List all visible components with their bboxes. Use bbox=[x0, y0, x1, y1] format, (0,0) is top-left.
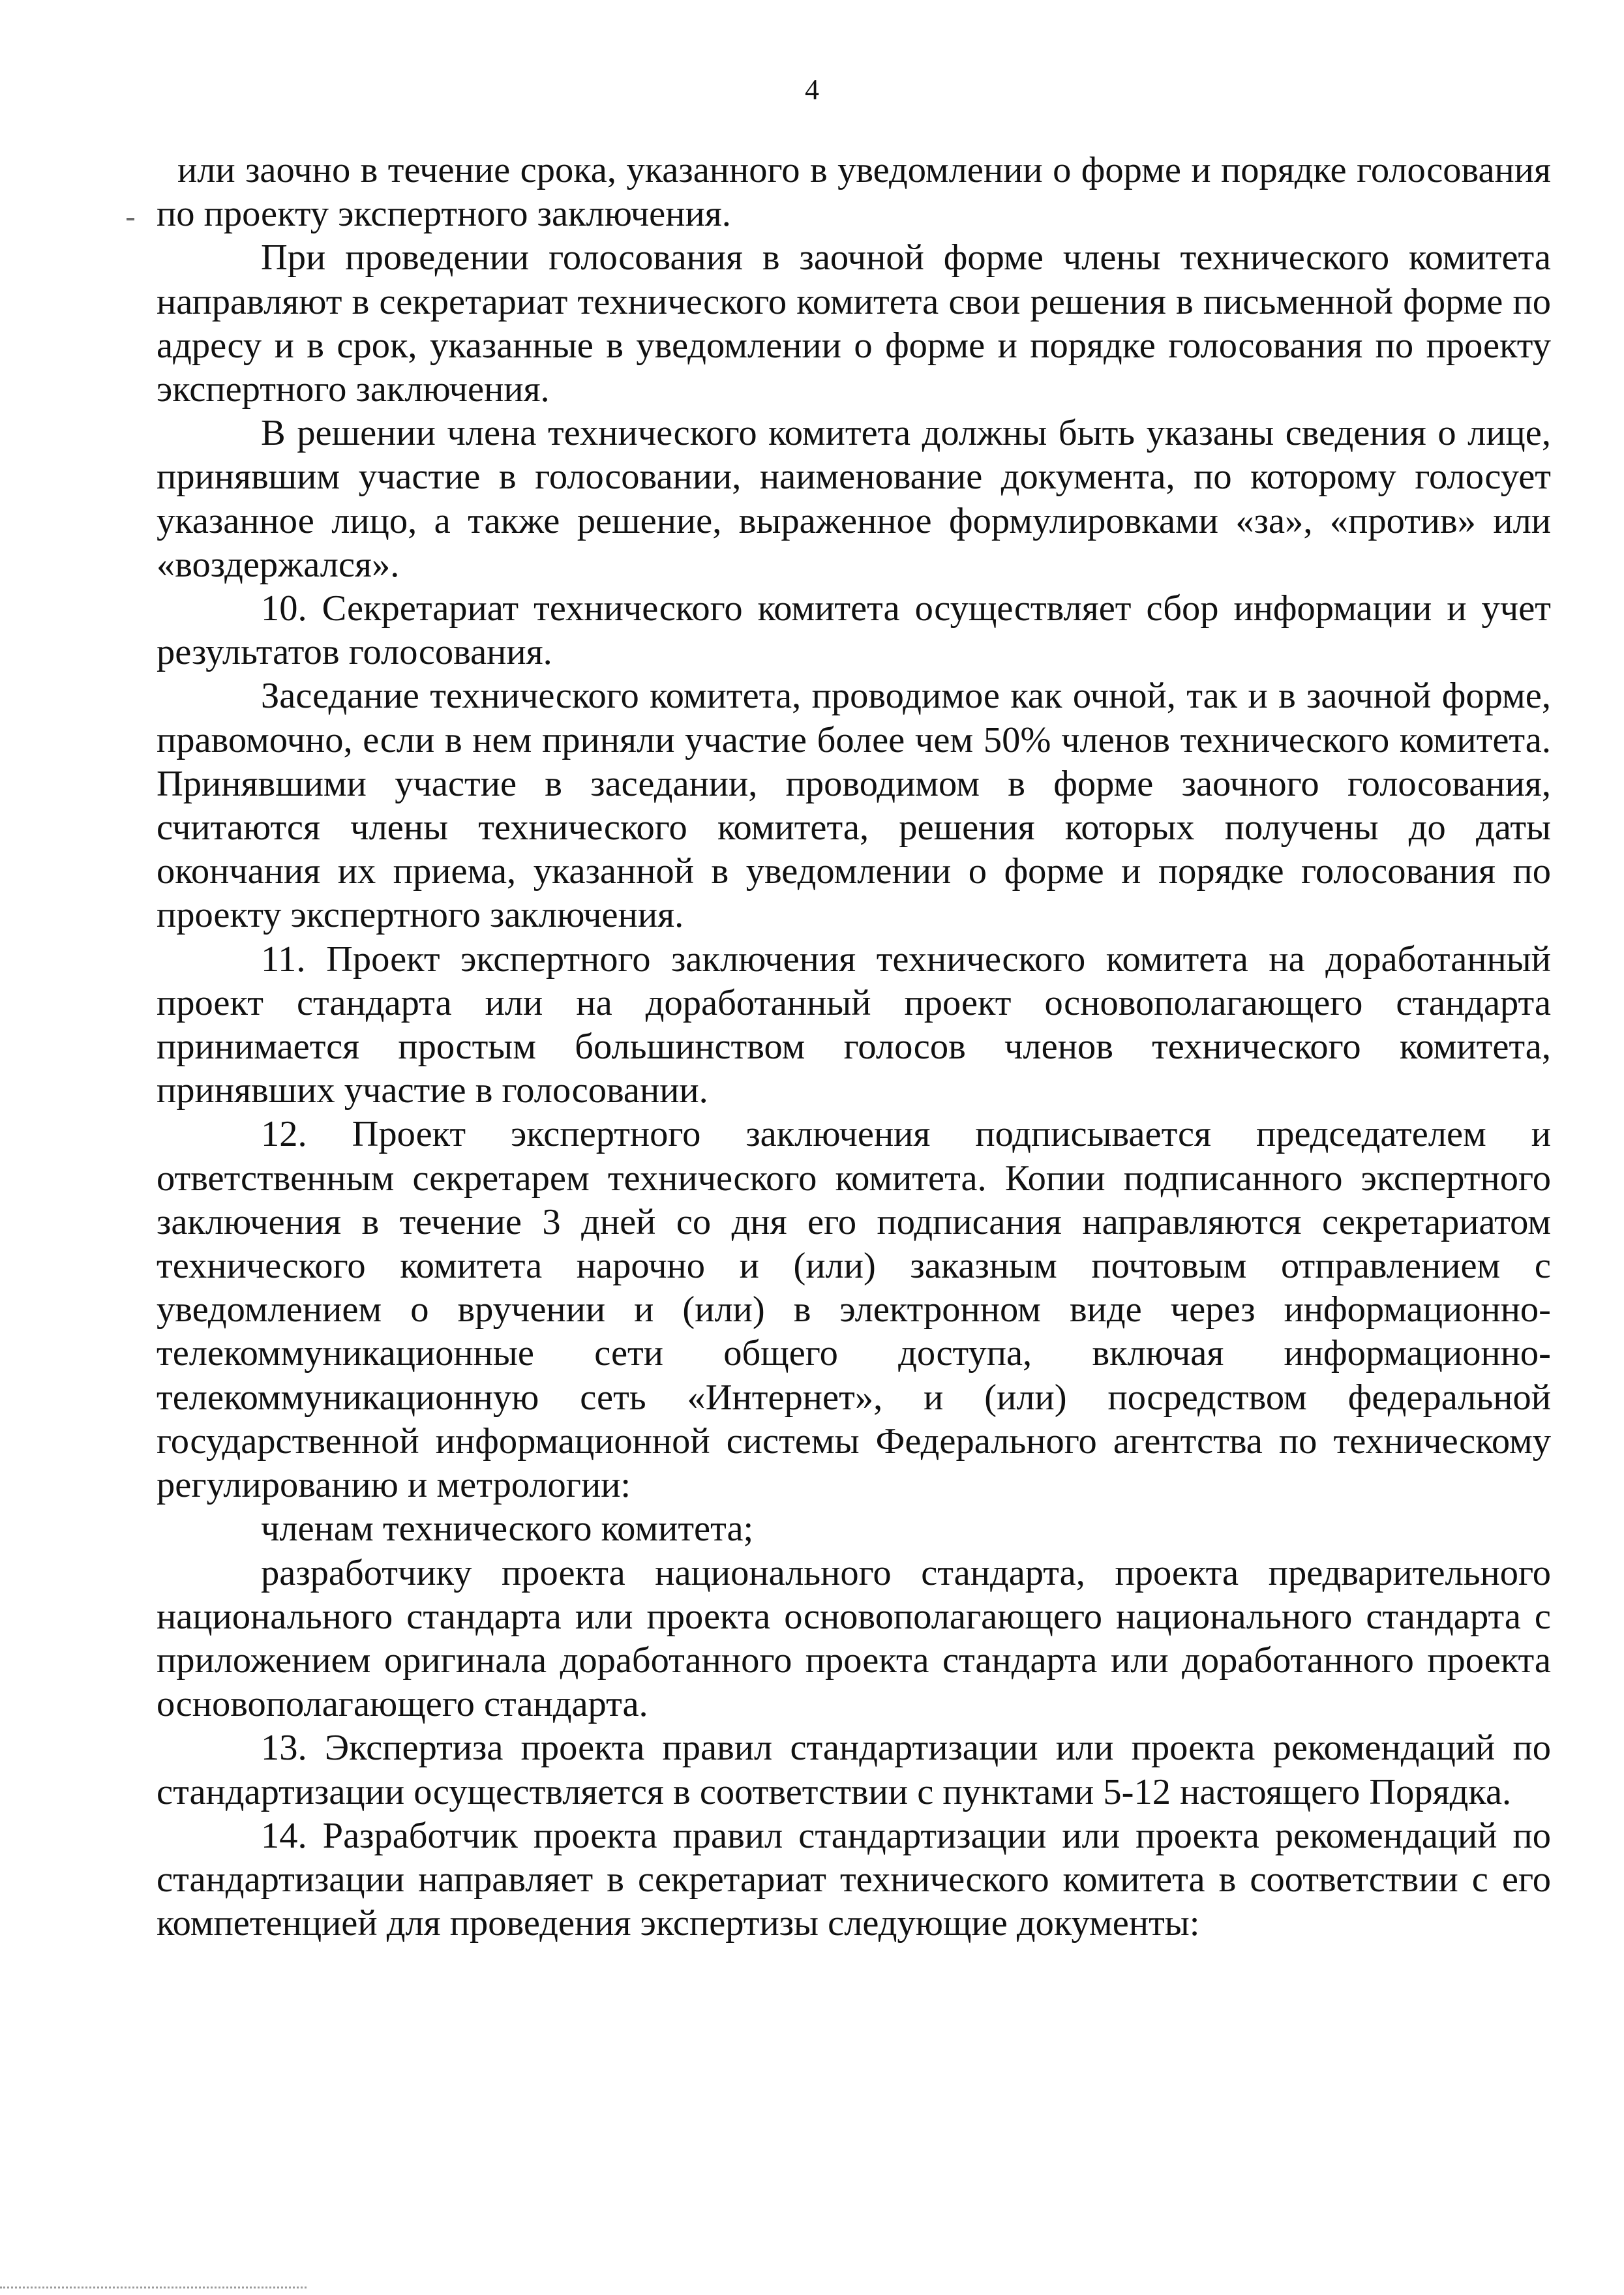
paragraph-absentee-voting: При проведении голосования в заочной форме члены технического комитета направляют в секретариат технического комитета свои решения в письменной форме по адресу и в срок, указанные в уведомлении о форме и порядке голосования по проекту экспертного заключения. bbox=[157, 237, 1551, 410]
paragraph-recipients-members: членам технического комитета; bbox=[261, 1508, 754, 1550]
page-number: 4 bbox=[805, 74, 819, 106]
paragraph-item-11: 11. Проект экспертного заключения технического комитета на доработанный проект стандарта или на доработанный проект основополагающего стандарта принимается простым большинством голосов членов технического комитета, принявших участие в голосовании. bbox=[157, 938, 1551, 1111]
paragraph-item-13: 13. Экспертиза проекта правил стандартизации или проекта рекомендаций по стандартизации осуществляется в соответствии с пунктами 5-12 настоящего Порядка. bbox=[157, 1728, 1551, 1812]
scan-artifact bbox=[127, 218, 134, 220]
paragraph-item-12: 12. Проект экспертного заключения подписывается председателем и ответственным секретарем технического комитета. Копии подписанного экспертного заключения в течение 3 дней со дня его подписания направляются секретариатом технического комитета нарочно и (или) заказным почтовым отправлением с уведомлением о вручении и (или) в электронном виде через информационно-телекоммуникационные сети общего доступа, включая информационно-телекоммуникационную сеть «Интернет», и (или) посредством федеральной государственной информационной системы Федерального агентства по техническому регулированию и метрологии: bbox=[157, 1114, 1551, 1506]
document-body bbox=[157, 149, 1551, 1945]
paragraph-member-decision: В решении члена технического комитета должны быть указаны сведения о лице, принявшим участие в голосовании, наименование документа, по которому голосует указанное лицо, а также решение, выраженное формулировками «за», «против» или «воздержался». bbox=[157, 413, 1551, 585]
paragraph-item-14: 14. Разработчик проекта правил стандартизации или проекта рекомендаций по стандартизации направляет в секретариат технического комитета в соответствии с его компетенцией для проведения экспертизы следующие документы: bbox=[157, 1815, 1551, 1944]
paragraph-continuation: или заочно в течение срока, указанного в уведомлении о форме и порядке голосования по проекту экспертного заключения. bbox=[157, 150, 1551, 235]
scan-artifact-line bbox=[0, 2287, 307, 2290]
paragraph-recipients-developer: разработчику проекта национального стандарта, проекта предварительного национального стандарта или проекта основополагающего национального стандарта с приложением оригинала доработанного проекта стандарта или доработанного проекта основополагающего стандарта. bbox=[157, 1552, 1551, 1725]
paragraph-quorum: Заседание технического комитета, проводимое как очной, так и в заочной форме, правомочно, если в нем приняли участие более чем 50% членов технического комитета. Принявшими участие в заседании, проводимом в форме заочного голосования, считаются члены технического комитета, решения которых получены до даты окончания их приема, указанной в уведомлении о форме и порядке голосования по проекту экспертного заключения. bbox=[157, 676, 1551, 936]
paragraph-item-10: 10. Секретариат технического комитета осуществляет сбор информации и учет результатов голосования. bbox=[157, 588, 1551, 673]
